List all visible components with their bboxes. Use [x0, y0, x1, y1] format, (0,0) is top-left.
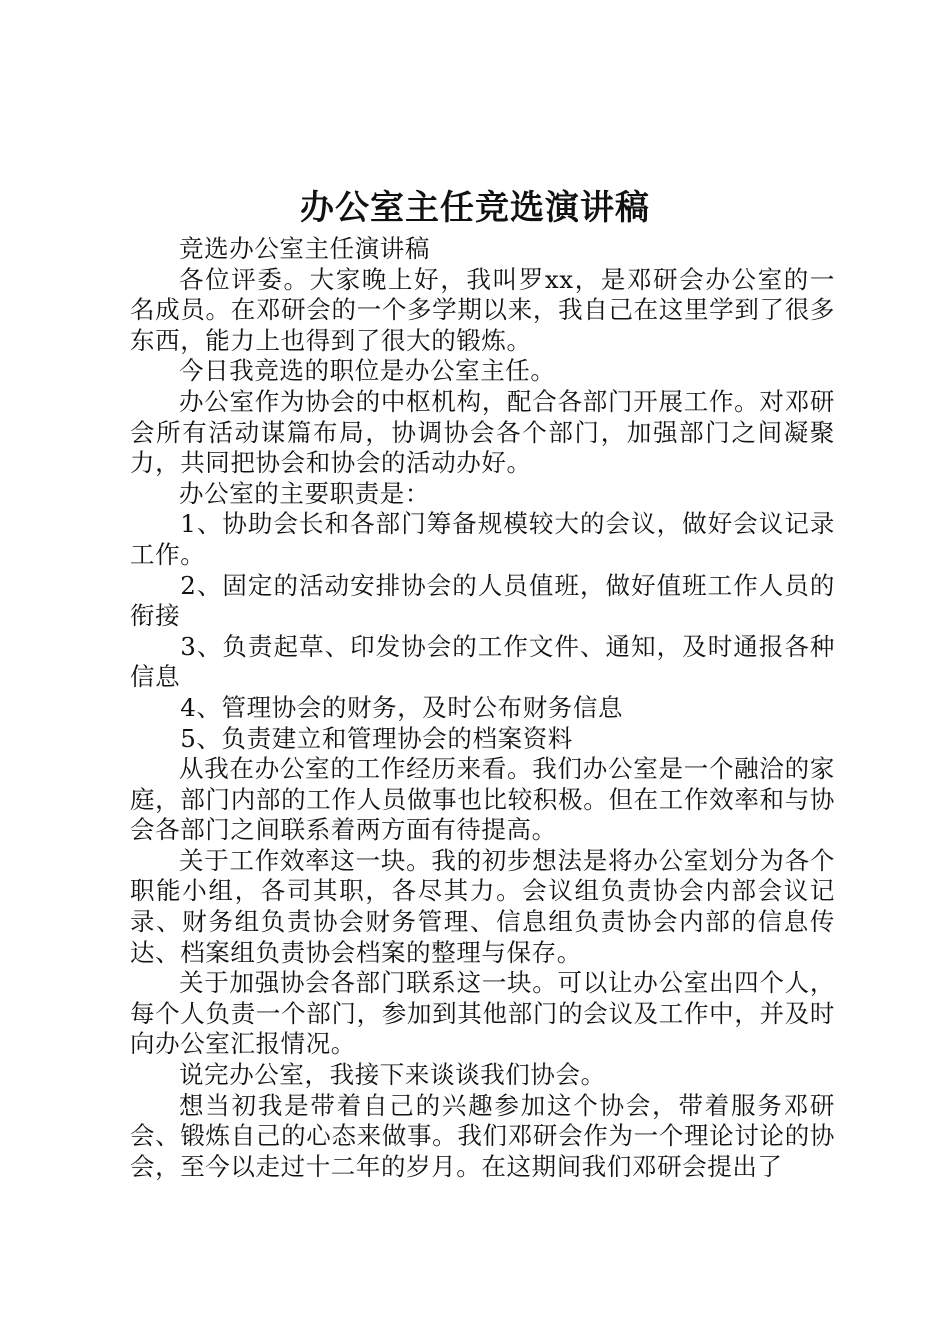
paragraph-position: 今日我竞选的职位是办公室主任。 — [179, 356, 556, 386]
paragraph-association: 想当初我是带着自己的兴趣参加这个协会，带着服务邓研会、锻炼自己的心态来做事。我们邓研会作为一个理论讨论的协会，至今以走过十二年的岁月。在这期间我们邓研会提出了 — [130, 1090, 835, 1181]
document-title: 办公室主任竞选演讲稿 — [300, 188, 650, 228]
duty-item-1: 1、协助会长和各部门筹备规模较大的会议，做好会议记录工作。 — [130, 509, 835, 569]
duty-item-4: 4、管理协会的财务，及时公布财务信息 — [180, 692, 624, 722]
paragraph-liaison: 关于加强协会各部门联系这一块。可以让办公室出四个人，每个人负责一个部门，参加到其他部门的会议及工作中，并及时向办公室汇报情况。 — [130, 968, 835, 1059]
paragraph-subtitle: 竞选办公室主任演讲稿 — [179, 234, 430, 263]
duty-item-5: 5、负责建立和管理协会的档案资料 — [180, 723, 573, 753]
paragraph-duties-heading: 办公室的主要职责是： — [179, 478, 430, 508]
duty-item-2: 2、固定的活动安排协会的人员值班，做好值班工作人员的衔接 — [130, 570, 835, 631]
paragraph-transition: 说完办公室，我接下来谈谈我们协会。 — [179, 1060, 606, 1090]
paragraph-greeting: 各位评委。大家晚上好，我叫罗xx，是邓研会办公室的一名成员。在邓研会的一个多学期以来，我自己在这里学到了很多东西，能力上也得到了很大的锻炼。 — [130, 264, 835, 355]
paragraph-efficiency: 关于工作效率这一块。我的初步想法是将办公室划分为各个职能小组，各司其职，各尽其力。会议组负责协会内部会议记录、财务组负责协会财务管理、信息组负责协会内部的信息传达、档案组负责协会档案的整理与保存。 — [130, 845, 835, 967]
paragraph-office-role: 办公室作为协会的中枢机构，配合各部门开展工作。对邓研会所有活动谋篇布局，协调协会各个部门，加强部门之间凝聚力，共同把协会和协会的活动办好。 — [130, 386, 835, 478]
duty-item-3: 3、负责起草、印发协会的工作文件、通知，及时通报各种信息 — [130, 631, 835, 692]
paragraph-experience: 从我在办公室的工作经历来看。我们办公室是一个融洽的家庭，部门内部的工作人员做事也比较积极。但在工作效率和与协会各部门之间联系着两方面有待提高。 — [130, 754, 835, 845]
document-body — [130, 234, 835, 1182]
